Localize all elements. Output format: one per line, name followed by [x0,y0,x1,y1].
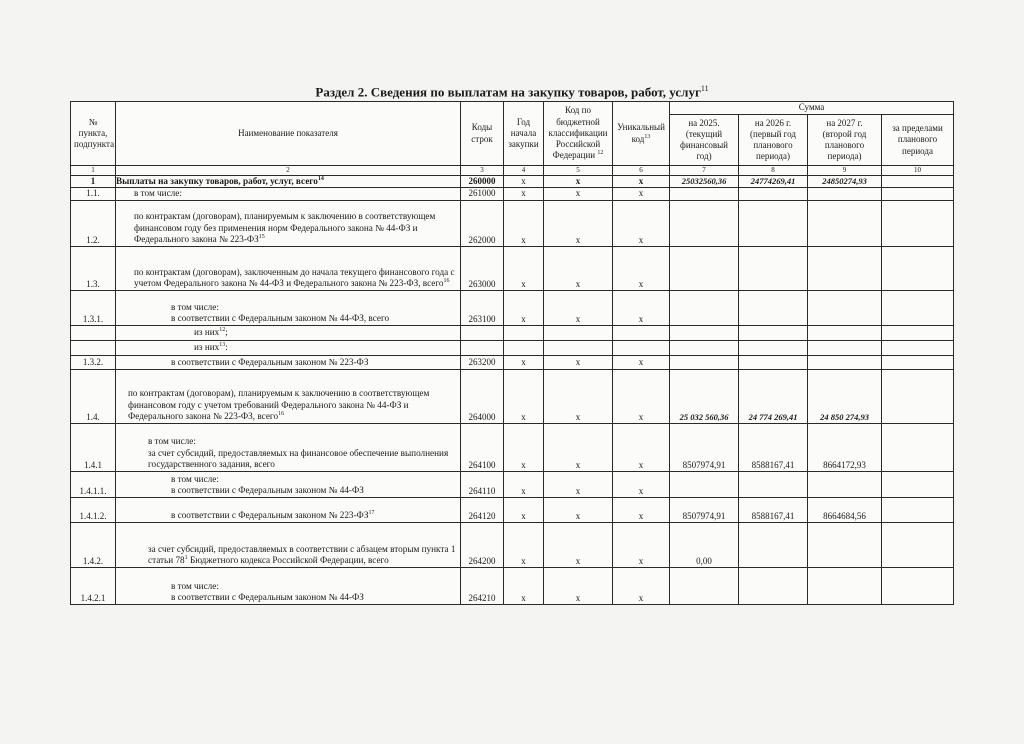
row-uniq: x [613,188,670,201]
row-name-text: в соответствии с Федеральным законом № 223-ФЗ [171,356,369,367]
row-name-footnote: 12 [219,327,226,334]
row-value-2026: 24 774 269,41 [739,369,808,423]
row-value-2026: 8588167,41 [739,497,808,522]
row-year: x [504,522,544,567]
row-name-suffix: ; [225,327,228,338]
row-value-2026 [739,522,808,567]
row-year: x [504,188,544,201]
row-number: 1.4. [71,369,116,423]
table-header-row [71,102,954,115]
row-name-suffix: : [225,342,228,353]
row-number: 1.4.2. [71,522,116,567]
row-name [116,497,461,522]
row-code: 264210 [461,567,504,604]
row-name-footnote: 16 [443,278,450,285]
table-row [71,423,954,471]
row-value-2026 [739,567,808,604]
row-value-beyond [882,497,954,522]
row-name-footnote: 15 [258,234,265,241]
row-name-tail: Бюджетного кодекса Российской Федерации, всего [187,555,389,566]
row-value-beyond [882,340,954,355]
column-number: 3 [461,166,504,176]
header-num: № пункта, подпункта [71,102,116,166]
header-bcode-sup: 12 [597,150,604,157]
row-value-2026 [739,246,808,290]
header-uniq-sup: 13 [644,133,651,140]
row-number: 1.2. [71,200,116,246]
row-code [461,325,504,340]
row-name-inline-sup: 1 [184,555,188,562]
row-name [116,355,461,369]
row-value-beyond [882,567,954,604]
row-code: 261000 [461,188,504,201]
row-uniq: x [613,355,670,369]
row-year [504,340,544,355]
row-name [116,175,461,188]
table-row [71,188,954,201]
row-uniq: x [613,471,670,497]
row-name [116,369,461,423]
row-year: x [504,369,544,423]
row-name-text: по контрактам (договорам), планируемым к заключению в соответствующем финансовом году без применения норм Федерального закона № 44-ФЗ и Федерального закона № 223-ФЗ [134,211,436,245]
row-year: x [504,175,544,188]
row-value-2025 [670,340,739,355]
row-bcode: x [544,522,613,567]
row-value-2027 [808,246,882,290]
row-value-2027 [808,355,882,369]
header-2025: на 2025. (текущий финансовый год) [670,115,739,166]
row-number [71,340,116,355]
row-value-2025 [670,290,739,325]
row-name-text: в том числе: [134,188,182,199]
column-number: 5 [544,166,613,176]
row-name [116,471,461,497]
row-name-text: за счет субсидий, предоставляемых в соответствии с абзацем вторым пункта 1 статьи 78 [148,543,456,566]
table-row [71,369,954,423]
row-uniq: x [613,567,670,604]
row-value-2026 [739,200,808,246]
row-code: 264200 [461,522,504,567]
column-number: 2 [116,166,461,176]
row-uniq: x [613,246,670,290]
table-row [71,471,954,497]
column-number: 1 [71,166,116,176]
row-bcode [544,325,613,340]
row-uniq [613,340,670,355]
row-number: 1.3.2. [71,355,116,369]
row-value-2026 [739,188,808,201]
row-uniq: x [613,497,670,522]
row-code: 264000 [461,369,504,423]
row-name-prefix: в том числе: [148,436,196,447]
header-2026: на 2026 г. (первый год планового периода) [739,115,808,166]
row-value-2027: 24 850 274,93 [808,369,882,423]
section-title-footnote: 11 [700,84,709,93]
table-row [71,290,954,325]
row-value-beyond [882,522,954,567]
row-year [504,325,544,340]
row-bcode: x [544,423,613,471]
row-value-2025 [670,188,739,201]
section-title [0,84,1024,100]
table-row [71,497,954,522]
row-year: x [504,471,544,497]
row-name-text: из них [194,342,220,353]
row-name-prefix: в том числе: [171,301,219,312]
column-number: 10 [882,166,954,176]
header-sum: Сумма [670,102,954,115]
row-value-2027 [808,325,882,340]
row-value-2025: 0,00 [670,522,739,567]
row-value-beyond [882,188,954,201]
table-row [71,175,954,188]
column-number: 8 [739,166,808,176]
row-value-2025 [670,200,739,246]
header-name: Наименование показателя [116,102,461,166]
row-value-beyond [882,200,954,246]
row-code: 263000 [461,246,504,290]
row-value-2025 [670,471,739,497]
row-name-footnote: 13 [219,342,226,349]
row-code [461,340,504,355]
row-value-2025 [670,325,739,340]
row-number: 1.4.1.1. [71,471,116,497]
column-number: 4 [504,166,544,176]
row-value-2027: 8664172,93 [808,423,882,471]
row-name [116,567,461,604]
table-row [71,522,954,567]
row-value-2025 [670,246,739,290]
row-name-text: по контрактам (договорам), заключенным до начала текущего финансового года с учетом Федерального закона № 44-ФЗ и Федерального закона № 223-ФЗ, всего [134,266,455,289]
row-value-2027: 24850274,93 [808,175,882,188]
row-uniq: x [613,423,670,471]
row-code: 260000 [461,175,504,188]
row-number: 1 [71,175,116,188]
row-value-beyond [882,355,954,369]
row-uniq: x [613,200,670,246]
header-bcode-text: Код по бюджетной классификации Российской Федерации [548,105,608,161]
row-value-2026: 24774269,41 [739,175,808,188]
row-year: x [504,355,544,369]
row-value-2027 [808,290,882,325]
row-name-prefix: в том числе: [171,580,219,591]
table-row [71,246,954,290]
row-code: 264110 [461,471,504,497]
header-2027: на 2027 г. (второй год планового периода) [808,115,882,166]
row-number [71,325,116,340]
row-name-text: из них [194,327,220,338]
row-value-2026 [739,471,808,497]
row-value-2026 [739,325,808,340]
row-value-beyond [882,423,954,471]
table-row [71,355,954,369]
row-value-beyond [882,175,954,188]
row-number: 1.1. [71,188,116,201]
row-value-2026 [739,290,808,325]
row-bcode: x [544,567,613,604]
table-row [71,325,954,340]
row-value-2025: 25032560,36 [670,175,739,188]
column-number: 7 [670,166,739,176]
row-name [116,423,461,471]
row-bcode: x [544,290,613,325]
section-title-text: Раздел 2. Сведения по выплатам на закупку товаров, работ, услуг [315,84,701,100]
row-value-2027 [808,522,882,567]
row-value-2025: 25 032 560,36 [670,369,739,423]
row-uniq [613,325,670,340]
row-value-2026 [739,340,808,355]
row-name [116,188,461,201]
row-value-beyond [882,369,954,423]
row-name [116,325,461,340]
row-value-2025 [670,567,739,604]
row-value-beyond [882,325,954,340]
row-year: x [504,200,544,246]
header-bcode [544,102,613,166]
row-number: 1.4.1 [71,423,116,471]
row-name-text: в соответствии с Федеральным законом № 44-ФЗ [171,592,364,603]
row-name-text: в соответствии с Федеральным законом № 44-ФЗ [171,485,364,496]
row-uniq: x [613,175,670,188]
row-code: 264100 [461,423,504,471]
column-number: 9 [808,166,882,176]
row-name-footnote: 17 [368,510,375,517]
row-bcode: x [544,200,613,246]
row-year: x [504,290,544,325]
row-code: 263100 [461,290,504,325]
column-number-row [71,166,954,176]
payments-table [70,101,954,605]
row-name [116,200,461,246]
row-uniq: x [613,290,670,325]
header-uniq-text: Уникальный код [617,122,665,144]
row-code: 262000 [461,200,504,246]
row-value-2026: 8588167,41 [739,423,808,471]
row-uniq: x [613,522,670,567]
row-uniq: x [613,369,670,423]
column-number: 6 [613,166,670,176]
row-year: x [504,246,544,290]
row-value-2027 [808,471,882,497]
row-value-2026 [739,355,808,369]
row-name-footnote: 16 [278,411,285,418]
row-name-text: Выплаты на закупку товаров, работ, услуг, всего [116,175,318,186]
row-value-2027 [808,200,882,246]
table-row [71,200,954,246]
row-name [116,290,461,325]
row-value-2025: 8507974,91 [670,423,739,471]
row-name-text: в соответствии с Федеральным законом № 223-ФЗ [171,510,369,521]
row-name-text: в соответствии с Федеральным законом № 44-ФЗ, всего [171,313,390,324]
row-number: 1.3. [71,246,116,290]
header-year: Год начала закупки [504,102,544,166]
row-value-2025: 8507974,91 [670,497,739,522]
table-row [71,567,954,604]
row-value-beyond [882,246,954,290]
row-name-prefix: в том числе: [171,473,219,484]
row-year: x [504,497,544,522]
row-name-footnote: 14 [317,175,324,182]
row-code: 264120 [461,497,504,522]
row-name [116,246,461,290]
row-bcode: x [544,188,613,201]
row-code: 263200 [461,355,504,369]
row-name-text: за счет субсидий, предоставляемых на финансовое обеспечение выполнения государственного задания, всего [148,447,449,470]
row-value-2027 [808,567,882,604]
table-row [71,340,954,355]
row-number: 1.4.2.1 [71,567,116,604]
row-name [116,522,461,567]
row-value-2025 [670,355,739,369]
header-code: Коды строк [461,102,504,166]
row-year: x [504,423,544,471]
row-number: 1.3.1. [71,290,116,325]
row-value-2027 [808,340,882,355]
row-year: x [504,567,544,604]
row-value-2027: 8664684,56 [808,497,882,522]
header-beyond: за пределами планового периода [882,115,954,166]
row-bcode: x [544,246,613,290]
row-bcode: x [544,369,613,423]
row-value-beyond [882,290,954,325]
row-name [116,340,461,355]
row-value-2027 [808,188,882,201]
row-bcode: x [544,471,613,497]
row-bcode [544,340,613,355]
row-value-beyond [882,471,954,497]
row-bcode: x [544,355,613,369]
header-uniq [613,102,670,166]
row-bcode: x [544,497,613,522]
row-number: 1.4.1.2. [71,497,116,522]
row-name-text: по контрактам (договорам), планируемым к заключению в соответствующем финансовом году с учетом требований Федерального закона № 44-ФЗ и Федерального закона № 223-ФЗ, всего [128,388,430,422]
row-bcode: x [544,175,613,188]
